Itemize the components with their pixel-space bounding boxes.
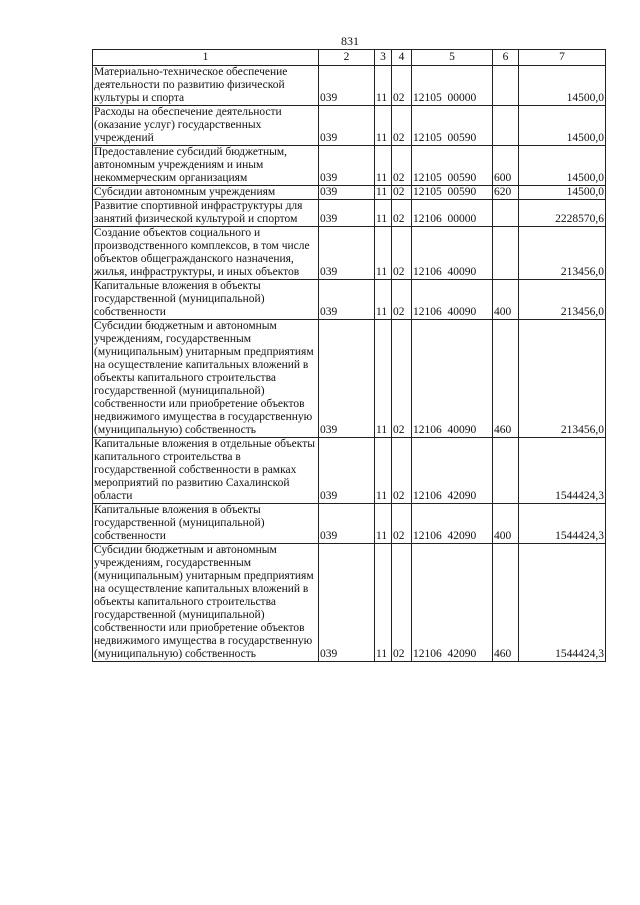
row-name: Капитальные вложения в объекты государственной (муниципальной) собственности: [93, 280, 319, 320]
table-row: [93, 200, 606, 227]
row-amount: 213456,0: [519, 320, 606, 438]
row-target-article: 12106 42090: [412, 504, 493, 544]
row-name: Предоставление субсидий бюджетным, автономным учреждениям и иным некоммерческим организациям: [93, 146, 319, 186]
row-expense-type: [493, 106, 519, 146]
row-name: Материально-техническое обеспечение деятельности по развитию физической культуры и спорта: [93, 66, 319, 106]
header-row: [93, 50, 606, 66]
row-subsection: 02: [392, 66, 412, 106]
row-expense-type: 400: [493, 504, 519, 544]
table-row: [93, 504, 606, 544]
row-admin-code: 039: [319, 106, 375, 146]
row-section: 11: [375, 200, 392, 227]
row-subsection: 02: [392, 227, 412, 280]
row-admin-code: 039: [319, 320, 375, 438]
row-section: 11: [375, 280, 392, 320]
table-row: [93, 186, 606, 200]
row-name: Субсидии автономным учреждениям: [93, 186, 319, 200]
row-name: Развитие спортивной инфраструктуры для занятий физической культурой и спортом: [93, 200, 319, 227]
row-admin-code: 039: [319, 280, 375, 320]
budget-table: [92, 49, 606, 662]
row-amount: 1544424,3: [519, 544, 606, 662]
row-expense-type: [493, 438, 519, 504]
row-section: 11: [375, 544, 392, 662]
row-admin-code: 039: [319, 146, 375, 186]
row-subsection: 02: [392, 146, 412, 186]
row-subsection: 02: [392, 320, 412, 438]
row-section: 11: [375, 146, 392, 186]
header-col-1: 1: [93, 50, 319, 66]
row-admin-code: 039: [319, 438, 375, 504]
header-col-5: 5: [412, 50, 493, 66]
row-expense-type: [493, 200, 519, 227]
table-row: [93, 320, 606, 438]
row-name: Субсидии бюджетным и автономным учреждениям, государственным (муниципальным) унитарным предприятиям на осуществление капитальных вложений в объекты капитального строительства государственной (муниципальной) собственности или приобретение объектов недвижимого имущества в государственную (муниципальную) собственность: [93, 320, 319, 438]
row-section: 11: [375, 66, 392, 106]
row-target-article: 12105 00590: [412, 186, 493, 200]
row-target-article: 12106 40090: [412, 280, 493, 320]
table-row: [93, 106, 606, 146]
row-subsection: 02: [392, 438, 412, 504]
header-col-6: 6: [493, 50, 519, 66]
row-expense-type: [493, 66, 519, 106]
page-number: 831: [341, 34, 359, 48]
row-target-article: 12105 00590: [412, 146, 493, 186]
row-subsection: 02: [392, 544, 412, 662]
row-admin-code: 039: [319, 544, 375, 662]
row-subsection: 02: [392, 280, 412, 320]
row-amount: 14500,0: [519, 146, 606, 186]
header-col-3: 3: [375, 50, 392, 66]
row-section: 11: [375, 438, 392, 504]
row-target-article: 12106 00000: [412, 200, 493, 227]
row-amount: 2228570,6: [519, 200, 606, 227]
table-row: [93, 227, 606, 280]
row-expense-type: 460: [493, 544, 519, 662]
row-target-article: 12106 40090: [412, 320, 493, 438]
row-target-article: 12105 00000: [412, 66, 493, 106]
row-amount: 1544424,3: [519, 504, 606, 544]
row-expense-type: 620: [493, 186, 519, 200]
table-row: [93, 280, 606, 320]
row-section: 11: [375, 106, 392, 146]
row-section: 11: [375, 320, 392, 438]
row-section: 11: [375, 227, 392, 280]
row-subsection: 02: [392, 504, 412, 544]
row-amount: 14500,0: [519, 106, 606, 146]
row-name: Расходы на обеспечение деятельности (оказание услуг) государственных учреждений: [93, 106, 319, 146]
row-amount: 1544424,3: [519, 438, 606, 504]
table-row: [93, 146, 606, 186]
row-target-article: 12106 42090: [412, 544, 493, 662]
row-target-article: 12106 40090: [412, 227, 493, 280]
row-amount: 14500,0: [519, 66, 606, 106]
row-amount: 213456,0: [519, 280, 606, 320]
row-expense-type: 400: [493, 280, 519, 320]
row-expense-type: 600: [493, 146, 519, 186]
row-subsection: 02: [392, 186, 412, 200]
row-name: Капитальные вложения в объекты государственной (муниципальной) собственности: [93, 504, 319, 544]
row-target-article: 12105 00590: [412, 106, 493, 146]
row-name: Создание объектов социального и производственного комплексов, в том числе объектов общегражданского назначения, жилья, инфраструктуры, и иных объектов: [93, 227, 319, 280]
row-amount: 14500,0: [519, 186, 606, 200]
row-expense-type: [493, 227, 519, 280]
table-row: [93, 66, 606, 106]
row-expense-type: 460: [493, 320, 519, 438]
table-row: [93, 438, 606, 504]
row-name: Капитальные вложения в отдельные объекты капитального строительства в государственной собственности в рамках мероприятий по развитию Сахалинской области: [93, 438, 319, 504]
row-admin-code: 039: [319, 200, 375, 227]
row-admin-code: 039: [319, 227, 375, 280]
row-admin-code: 039: [319, 186, 375, 200]
table-row: [93, 544, 606, 662]
header-col-4: 4: [392, 50, 412, 66]
row-subsection: 02: [392, 200, 412, 227]
row-subsection: 02: [392, 106, 412, 146]
header-col-7: 7: [519, 50, 606, 66]
row-section: 11: [375, 504, 392, 544]
row-amount: 213456,0: [519, 227, 606, 280]
row-name: Субсидии бюджетным и автономным учреждениям, государственным (муниципальным) унитарным предприятиям на осуществление капитальных вложений в объекты капитального строительства государственной (муниципальной) собственности или приобретение объектов недвижимого имущества в государственную (муниципальную) собственность: [93, 544, 319, 662]
row-admin-code: 039: [319, 504, 375, 544]
row-target-article: 12106 42090: [412, 438, 493, 504]
row-admin-code: 039: [319, 66, 375, 106]
header-col-2: 2: [319, 50, 375, 66]
row-section: 11: [375, 186, 392, 200]
